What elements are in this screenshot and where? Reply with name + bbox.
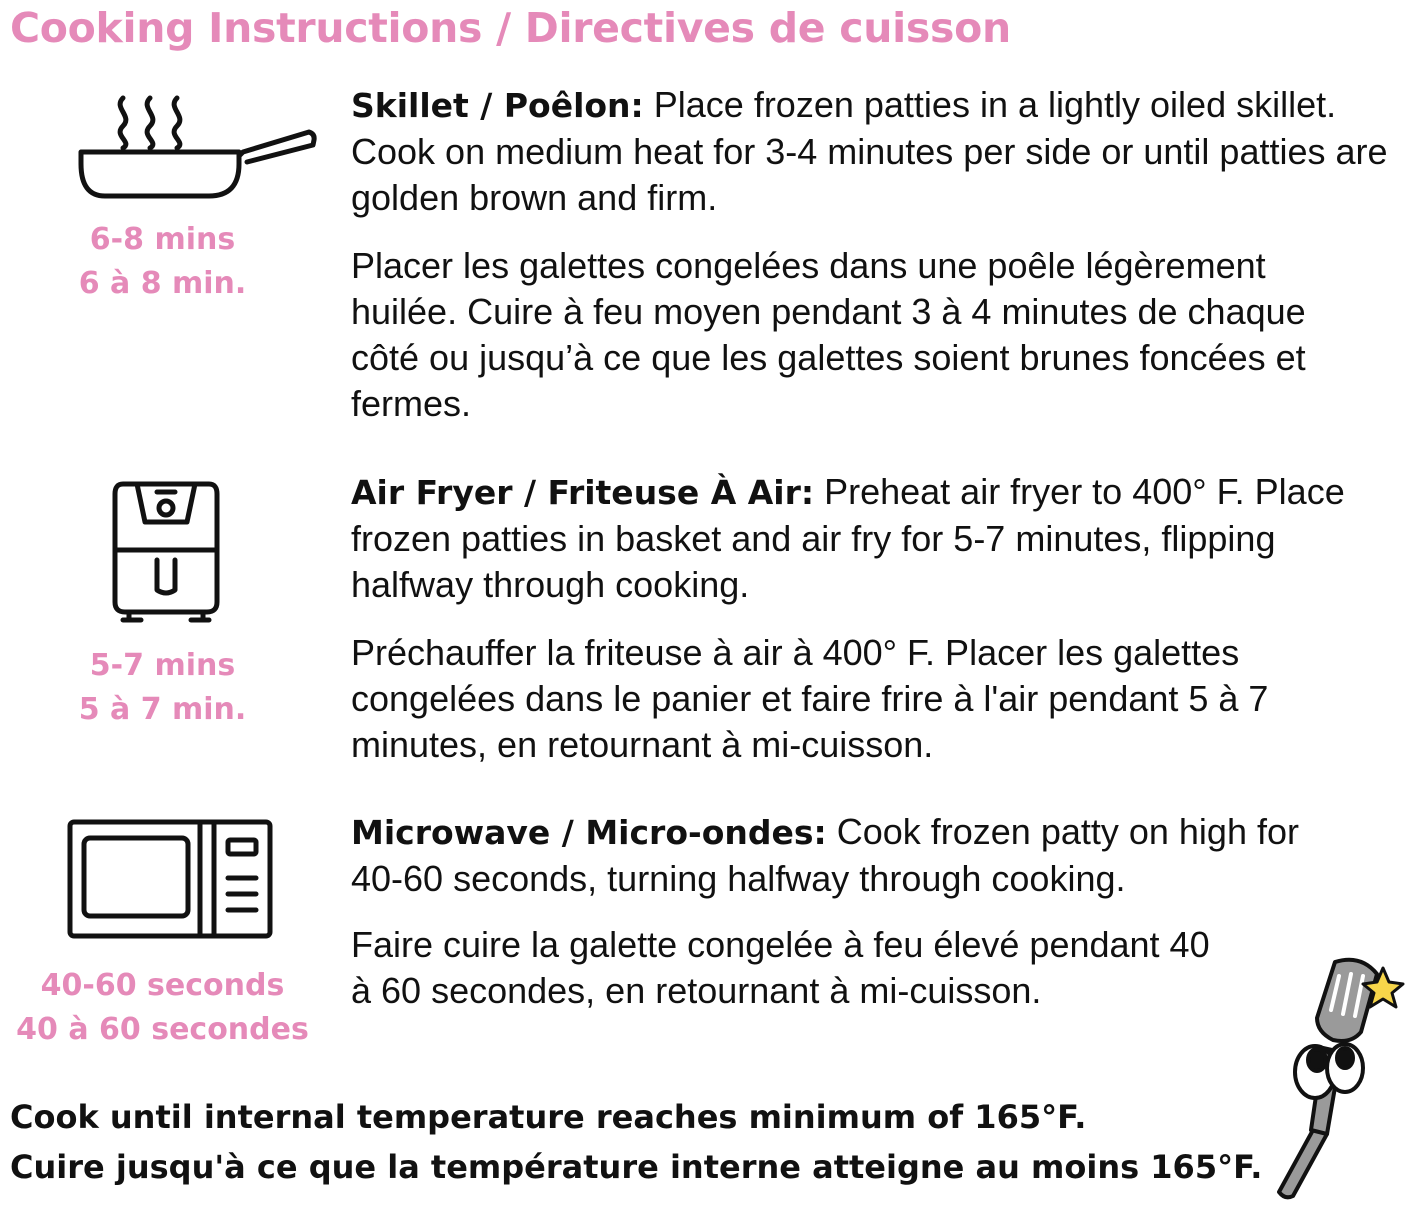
spatula-mascot-icon	[1265, 952, 1415, 1202]
skillet-icon	[75, 90, 320, 202]
method-heading: Skillet / Poêlon:	[351, 86, 644, 125]
method-heading: Microwave / Micro-ondes:	[351, 813, 827, 852]
microwave-instructions-fr: Faire cuire la galette congelée à feu élevé pendant 40 à 60 secondes, en retournant à mi-cuisson.	[351, 924, 1210, 1011]
time-fr: 6 à 8 min.	[78, 266, 247, 301]
time-en: 40-60 seconds	[40, 968, 285, 1003]
method-heading: Air Fryer / Friteuse À Air:	[351, 473, 815, 512]
microwave-icon	[66, 818, 274, 942]
time-en: 5-7 mins	[89, 648, 236, 683]
temperature-note-fr: Cuire jusqu'à ce que la température interne atteigne au moins 165°F.	[10, 1148, 1263, 1186]
microwave-instructions-en	[351, 809, 1331, 902]
skillet-instructions-fr: Placer les galettes congelées dans une poêle légèrement huilée. Cuire à feu moyen pendant 3 à 4 minutes de chaque côté ou jusqu’à ce que les galettes soient brunes foncées et fermes.	[351, 245, 1306, 424]
page-title: Cooking Instructions / Directives de cuisson	[10, 4, 1011, 52]
air-fryer-instructions-en	[351, 469, 1401, 608]
air-fryer-icon	[107, 478, 225, 626]
time-fr: 5 à 7 min.	[78, 692, 247, 727]
skillet-instructions-en	[351, 82, 1401, 221]
time-air-fryer	[40, 644, 285, 732]
time-en: 6-8 mins	[89, 222, 236, 257]
air-fryer-instructions-fr: Préchauffer la friteuse à air à 400° F. Placer les galettes congelées dans le panier et faire frire à l'air pendant 5 à 7 minutes, en retournant à mi-cuisson.	[351, 632, 1269, 765]
time-fr: 40 à 60 secondes	[16, 1012, 309, 1047]
instructions-en: Place frozen patties in a lightly oiled skillet. Cook on medium heat for 3-4 minutes per side or until patties are golden brown and firm.	[351, 84, 1388, 218]
time-microwave	[10, 964, 315, 1052]
time-skillet	[40, 218, 285, 306]
instructions-en: Cook frozen patty on high for 40-60 seconds, turning halfway through cooking.	[351, 811, 1299, 899]
temperature-note-en: Cook until internal temperature reaches minimum of 165°F.	[10, 1098, 1087, 1136]
instructions-en: Preheat air fryer to 400° F. Place frozen patties in basket and air fry for 5-7 minutes, flipping halfway through cooking.	[351, 471, 1345, 605]
